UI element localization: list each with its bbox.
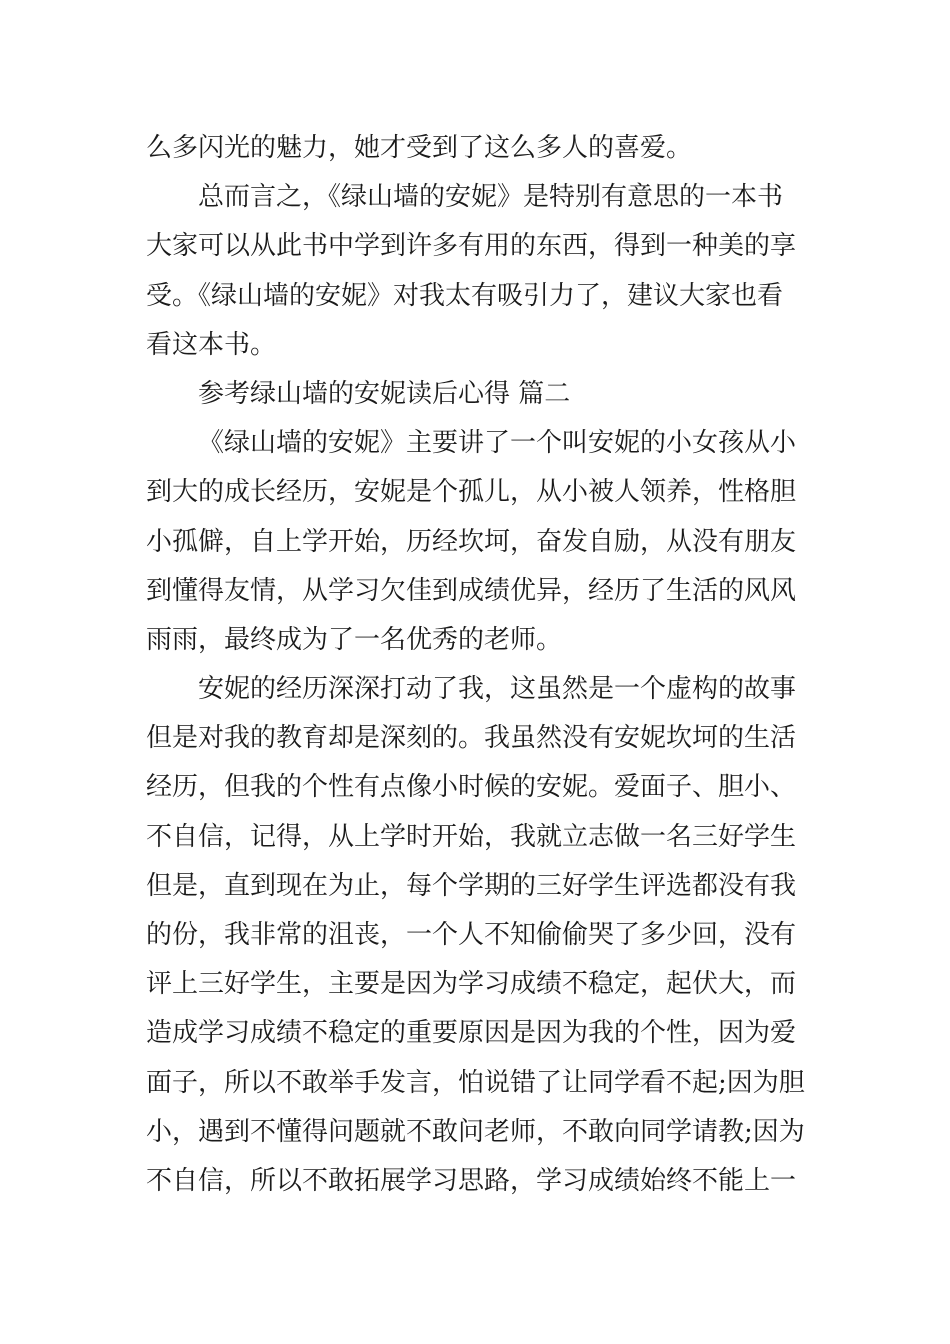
text-line: 面子，所以不敢举手发言，怕说错了让同学看不起;因为胆: [146, 1067, 805, 1098]
text-line: 到懂得友情，从学习欠佳到成绩优异，经历了生活的风风: [146, 575, 797, 606]
text-line: 但是对我的教育却是深刻的。我虽然没有安妮坎坷的生活: [146, 723, 797, 754]
text-line: 看这本书。: [146, 329, 277, 360]
text-line: 小孤僻，自上学开始，历经坎坷，奋发自励，从没有朋友: [146, 526, 797, 557]
paragraph-start-line: 《绿山墙的安妮》主要讲了一个叫安妮的小女孩从小: [198, 428, 797, 459]
paragraph-start-line: 安妮的经历深深打动了我，这虽然是一个虚构的故事: [198, 674, 797, 705]
text-line: 到大的成长经历，安妮是个孤儿，从小被人领养，性格胆: [146, 477, 797, 508]
text-line: 的份，我非常的沮丧，一个人不知偷偷哭了多少回，没有: [146, 920, 797, 950]
document-body: [146, 124, 808, 1206]
text-line: 造成学习成绩不稳定的重要原因是因为我的个性，因为爱: [146, 1018, 797, 1049]
text-line: 不自信，记得，从上学时开始，我就立志做一名三好学生: [146, 821, 797, 852]
text-line: 小，遇到不懂得问题就不敢问老师，不敢向同学请教;因为: [146, 1116, 805, 1147]
text-line: 不自信，所以不敢拓展学习思路，学习成绩始终不能上一: [146, 1165, 797, 1196]
text-line: 但是，直到现在为止，每个学期的三好学生评选都没有我: [146, 870, 797, 901]
text-line: 大家可以从此书中学到许多有用的东西，得到一种美的享: [146, 231, 797, 262]
text-line: 评上三好学生，主要是因为学习成绩不稳定，起伏大，而: [146, 969, 797, 1000]
text-line: 雨雨，最终成为了一名优秀的老师。: [146, 624, 563, 655]
text-line: 经历，但我的个性有点像小时候的安妮。爱面子、胆小、: [146, 772, 797, 803]
text-line: 么多闪光的魅力，她才受到了这么多人的喜爱。: [146, 133, 693, 163]
section-heading: 参考绿山墙的安妮读后心得 篇二: [198, 378, 571, 409]
text-line: 受。《绿山墙的安妮》对我太有吸引力了，建议大家也看: [146, 280, 784, 311]
paragraph-start-line: 总而言之，《绿山墙的安妮》是特别有意思的一本书: [198, 182, 784, 213]
